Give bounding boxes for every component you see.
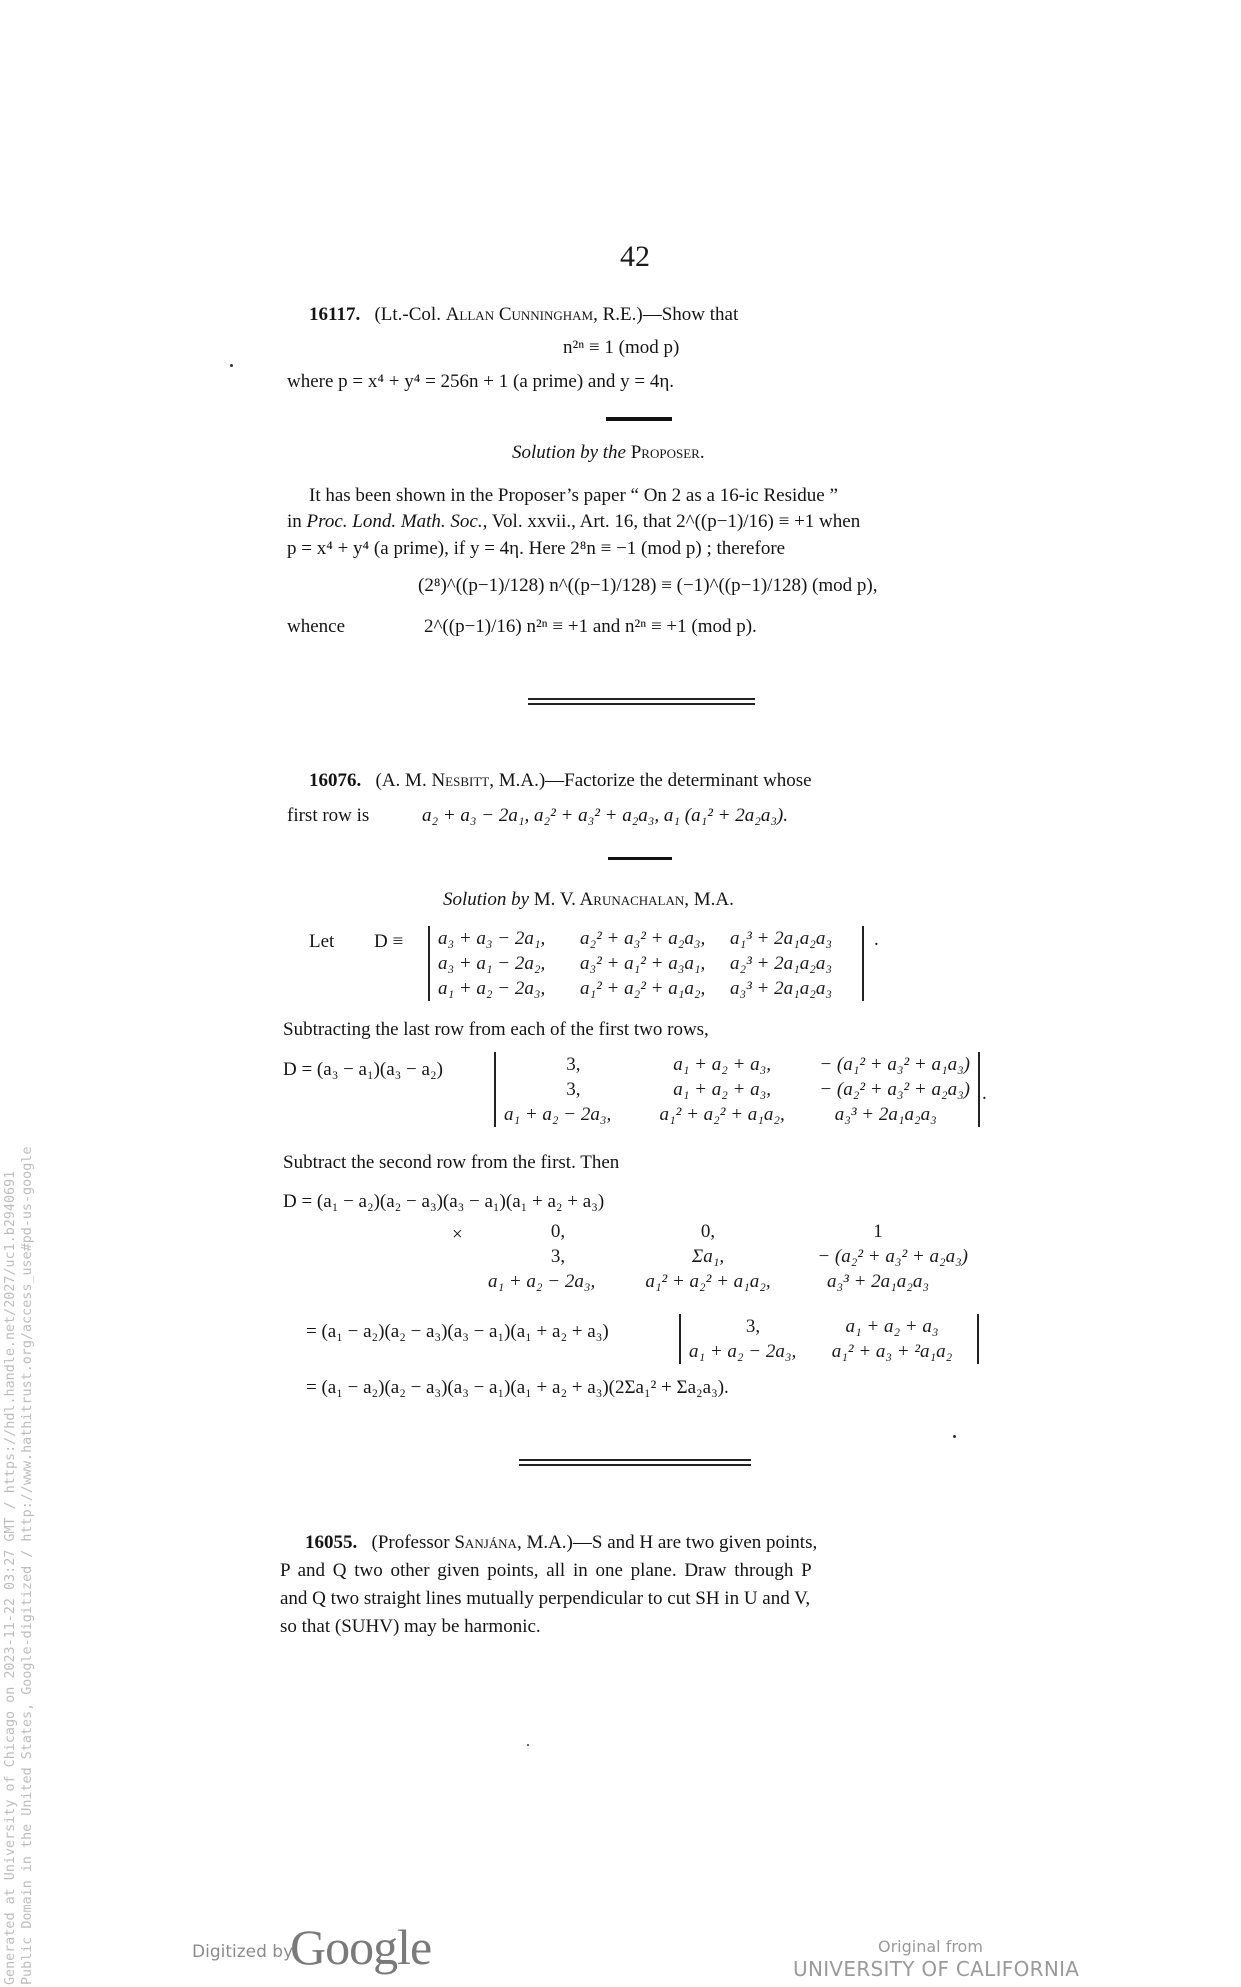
det-cell: Σa₁,: [691, 1245, 725, 1267]
period: .: [874, 929, 879, 950]
journal-title: Proc. Lond. Math. Soc.: [306, 511, 483, 532]
short-rule: [606, 417, 672, 421]
det-cell: 3,: [566, 1078, 581, 1100]
author-open: (A. M.: [375, 770, 432, 791]
paragraph-line: and Q two straight lines mutually perpendicular to cut SH in U and V,: [280, 1588, 811, 1609]
det-row: [504, 1102, 970, 1127]
det-cell: a₁ + a₂ − 2a₃,: [504, 1103, 612, 1125]
det-row: [438, 976, 854, 1001]
det-cell: a₁² + a₂² + a₁a₂,: [645, 1270, 771, 1292]
det-cell: 1: [873, 1220, 883, 1242]
det-row: [488, 1219, 968, 1244]
question-16076-heading: [309, 771, 812, 790]
first-row-expression: a₂ + a₃ − 2a₁, a₂² + a₃² + a₂a₃, a₁ (a₁² + 2a₂a₃).: [422, 805, 789, 826]
det-cell: a₁³ + 2a₁a₂a₃: [730, 927, 832, 949]
first-row-label: first row is: [287, 805, 370, 826]
solution-heading: [512, 443, 705, 462]
det-cell: a₁ + a₂ + a₃: [845, 1315, 939, 1337]
det-cell: a₃² + a₁² + a₃a₁,: [580, 952, 706, 974]
equation-line: = (a₁ − a₂)(a₂ − a₃)(a₃ − a₁)(a₁ + a₂ + a₃): [306, 1321, 609, 1342]
author-close: , R.E.)—Show that: [593, 304, 739, 325]
det-cell: 0,: [550, 1220, 566, 1242]
d-equiv: D ≡: [374, 931, 404, 952]
watermark-line: Public Domain in the United States, Google-digitized / http://www.hathitrust.org/access_use#pd-us-google: [20, 1146, 35, 1985]
det-cell: a₃ + a₁ − 2a₂,: [438, 952, 546, 974]
equation-whence: 2^((p−1)/16) n²ⁿ ≡ +1 and n²ⁿ ≡ +1 (mod p).: [424, 616, 757, 637]
det-cell: a₁ + a₂ + a₃,: [673, 1078, 771, 1100]
solution-by-label: Solution by the: [512, 442, 626, 463]
digitized-by-label: Digitized by: [192, 1942, 294, 1962]
det-cell: a₁ + a₂ − 2a₃,: [689, 1340, 797, 1362]
equation-congruence: n²ⁿ ≡ 1 (mod p): [563, 337, 680, 358]
question-number: 16117.: [309, 304, 361, 325]
author-open: (Lt.-Col.: [374, 304, 446, 325]
author-name: Allan Cunningham: [445, 304, 594, 325]
det-row: [689, 1339, 969, 1364]
section-divider: [519, 1459, 751, 1466]
subtract-text: Subtract the second row from the first. Then: [283, 1152, 620, 1173]
determinant-2x2: [679, 1314, 979, 1364]
text-in: in: [287, 511, 302, 532]
hathitrust-watermark: [2, 1147, 36, 1985]
question-16117-heading: [309, 305, 738, 324]
det-row: [438, 951, 854, 976]
det-cell: 3,: [550, 1245, 566, 1267]
determinant-original: [428, 926, 864, 1001]
det-cell: a₁ + a₂ − 2a₃,: [438, 977, 546, 999]
det-cell: − (a₂² + a₃² + a₂a₃): [817, 1245, 968, 1267]
det-cell: a₃³ + 2a₁a₂a₃: [827, 1270, 929, 1292]
det-cell: a₁² + a₃ + ²a₁a₂: [831, 1340, 953, 1362]
question-number: 16055.: [305, 1532, 358, 1553]
times-sign: ×: [452, 1224, 463, 1245]
final-result: = (a₁ − a₂)(a₂ − a₃)(a₃ − a₁)(a₁ + a₂ + a₃)(2Σa₁² + Σa₂a₃).: [306, 1377, 729, 1398]
det-row: [438, 926, 854, 951]
det-cell: a₁² + a₂² + a₁a₂,: [659, 1103, 785, 1125]
scan-speck: [953, 1435, 956, 1438]
det-cell: a₁ + a₂ + a₃,: [673, 1053, 771, 1075]
det-cell: a₃³ + 2a₁a₂a₃: [834, 1103, 937, 1125]
scan-speck: [230, 364, 233, 367]
solver-name: Proposer.: [630, 442, 705, 463]
google-logo: Google: [290, 1919, 432, 1975]
page-number: 42: [620, 240, 650, 273]
determinant-reduced: [494, 1052, 980, 1127]
paragraph-line: It has been shown in the Proposer’s paper “ On 2 as a 16-ic Residue ”: [309, 485, 838, 506]
paragraph-line: so that (SUHV) may be harmonic.: [280, 1616, 541, 1637]
det-row: [504, 1052, 970, 1077]
det-row: [689, 1314, 969, 1339]
question-16055-heading: [305, 1533, 817, 1552]
section-divider: [528, 698, 755, 705]
det-cell: a₁ + a₂ − 2a₃,: [488, 1270, 596, 1292]
subtracting-text: Subtracting the last row from each of the first two rows,: [283, 1019, 709, 1040]
scan-speck: [527, 1744, 529, 1746]
d-equation-prefix: D = (a₁ − a₂)(a₂ − a₃)(a₃ − a₁)(a₁ + a₂ + a₃): [283, 1191, 605, 1212]
det-row: [504, 1077, 970, 1102]
period: .: [982, 1083, 987, 1104]
determinant-step: [488, 1219, 968, 1294]
det-row: [488, 1269, 968, 1294]
original-from-label: Original from: [878, 1937, 983, 1956]
where-line: where p = x⁴ + y⁴ = 256n + 1 (a prime) and y = 4η.: [287, 371, 675, 392]
det-cell: − (a₂² + a₃² + a₂a₃): [819, 1078, 970, 1100]
solution-by-label: Solution by: [443, 889, 530, 910]
whence-label: whence: [287, 616, 346, 637]
paragraph-line: [287, 512, 860, 531]
det-cell: a₃ + a₃ − 2a₁,: [438, 927, 546, 949]
watermark-line: Generated at University of Chicago on 2023-11-22 03:27 GMT / https://hdl.handle.net/2027/uc1.b2940691: [3, 1170, 18, 1985]
det-cell: a₁² + a₂² + a₁a₂,: [580, 977, 706, 999]
author-close: , M.A.)—S and H are two given points,: [516, 1532, 818, 1553]
paragraph-line: P and Q two other given points, all in one plane. Draw through P: [280, 1560, 812, 1581]
text-volume: , Vol. xxvii., Art. 16, that 2^((p−1)/16) ≡ +1 when: [482, 511, 861, 532]
det-cell: a₂² + a₃² + a₂a₃,: [580, 927, 706, 949]
det-cell: 3,: [566, 1053, 581, 1075]
author-name: Nesbitt: [431, 770, 490, 791]
det-row: [488, 1244, 968, 1269]
author-open: (Professor: [371, 1532, 455, 1553]
det-cell: a₂³ + 2a₁a₂a₃: [730, 952, 832, 974]
det-cell: 0,: [700, 1220, 716, 1242]
question-number: 16076.: [309, 770, 362, 791]
university-label: UNIVERSITY OF CALIFORNIA: [793, 1957, 1080, 1981]
let-label: Let: [309, 931, 335, 952]
paragraph-line: p = x⁴ + y⁴ (a prime), if y = 4η. Here 2⁸n ≡ −1 (mod p) ; therefore: [287, 538, 786, 559]
author-name: Sanjána: [454, 1532, 517, 1553]
det-cell: 3,: [745, 1315, 761, 1337]
det-cell: a₃³ + 2a₁a₂a₃: [730, 977, 832, 999]
solver-name: M. V. Arunachalan, M.A.: [533, 889, 734, 910]
solution-heading: [443, 890, 734, 909]
det-cell: − (a₁² + a₃² + a₁a₃): [819, 1053, 970, 1075]
author-close: , M.A.)—Factorize the determinant whose: [489, 770, 812, 791]
d-equation-prefix: D = (a₃ − a₁)(a₃ − a₂): [283, 1059, 443, 1080]
short-rule: [608, 857, 672, 860]
equation-power: (2⁸)^((p−1)/128) n^((p−1)/128) ≡ (−1)^((p−1)/128) (mod p),: [418, 575, 878, 596]
